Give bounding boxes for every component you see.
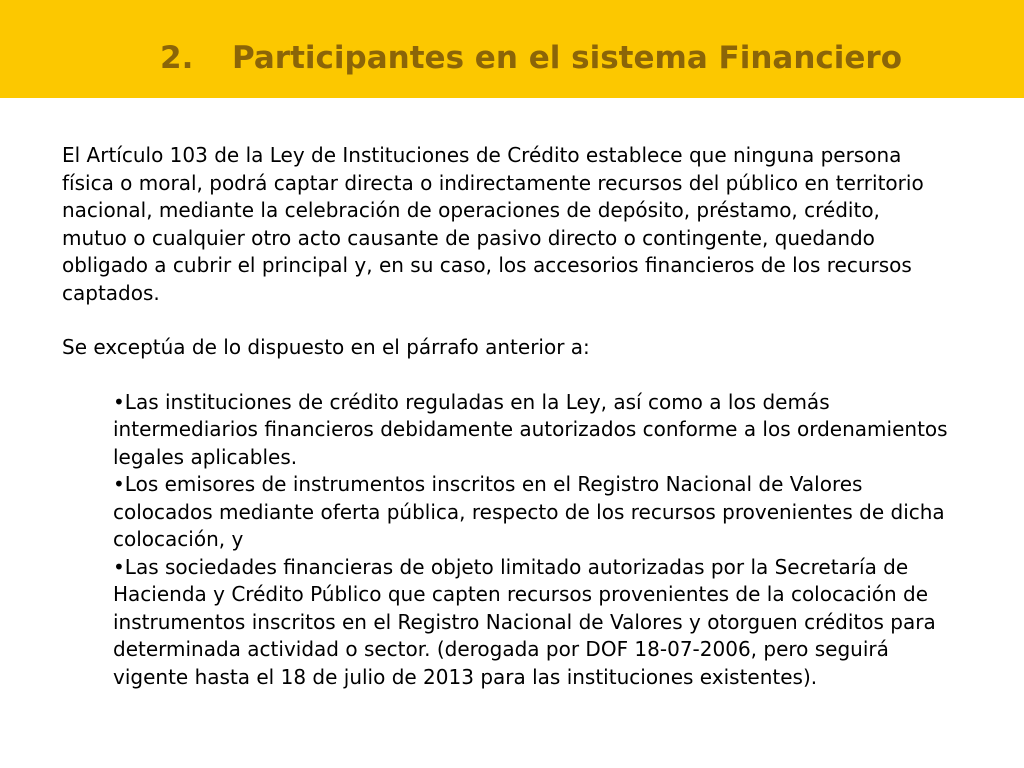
exception-intro: Se exceptúa de lo dispuesto en el párrafo anterior a: — [62, 335, 590, 359]
title-number: 2. — [160, 40, 194, 76]
list-item-text: Los emisores de instrumentos inscritos en el Registro Nacional de Valores colocados mediante oferta pública, respecto de los recursos provenientes de dicha colocación, y — [113, 472, 945, 551]
list-item-text: Las sociedades financieras de objeto limitado autorizadas por la Secretaría de Hacienda y Crédito Público que capten recursos provenientes de la colocación de instrumentos inscritos en el Registro Nacional de Valores y otorguen créditos para determinada actividad o sector. (derogada por DOF 18-07-2006, pero seguirá vigente hasta el 18 de julio de 2013 para las instituciones existentes). — [113, 554, 936, 689]
list-item — [113, 471, 963, 554]
exception-list — [62, 389, 963, 692]
article-paragraph: El Artículo 103 de la Ley de Instituciones de Crédito establece que ninguna persona física o moral, podrá captar directa o indirectamente recursos del público en territorio nacional, mediante la celebración de operaciones de depósito, préstamo, crédito, mutuo o cualquier otro acto causante de pasivo directo o contingente, quedando obligado a cubrir el principal y, en su caso, los accesorios financieros de los recursos captados. — [62, 143, 924, 305]
list-item — [113, 554, 963, 692]
bullet-mark: • — [113, 554, 125, 579]
slide-title — [160, 38, 902, 78]
slide-body — [62, 142, 962, 691]
list-item-text: Las instituciones de crédito reguladas en la Ley, así como a los demás intermediarios financieros debidamente autorizados conforme a los ordenamientos legales aplicables. — [113, 389, 948, 469]
title-bar — [0, 0, 1024, 98]
bullet-mark: • — [113, 389, 125, 414]
title-text: Participantes en el sistema Financiero — [232, 40, 902, 76]
list-item — [113, 389, 963, 472]
bullet-mark: • — [113, 472, 125, 496]
